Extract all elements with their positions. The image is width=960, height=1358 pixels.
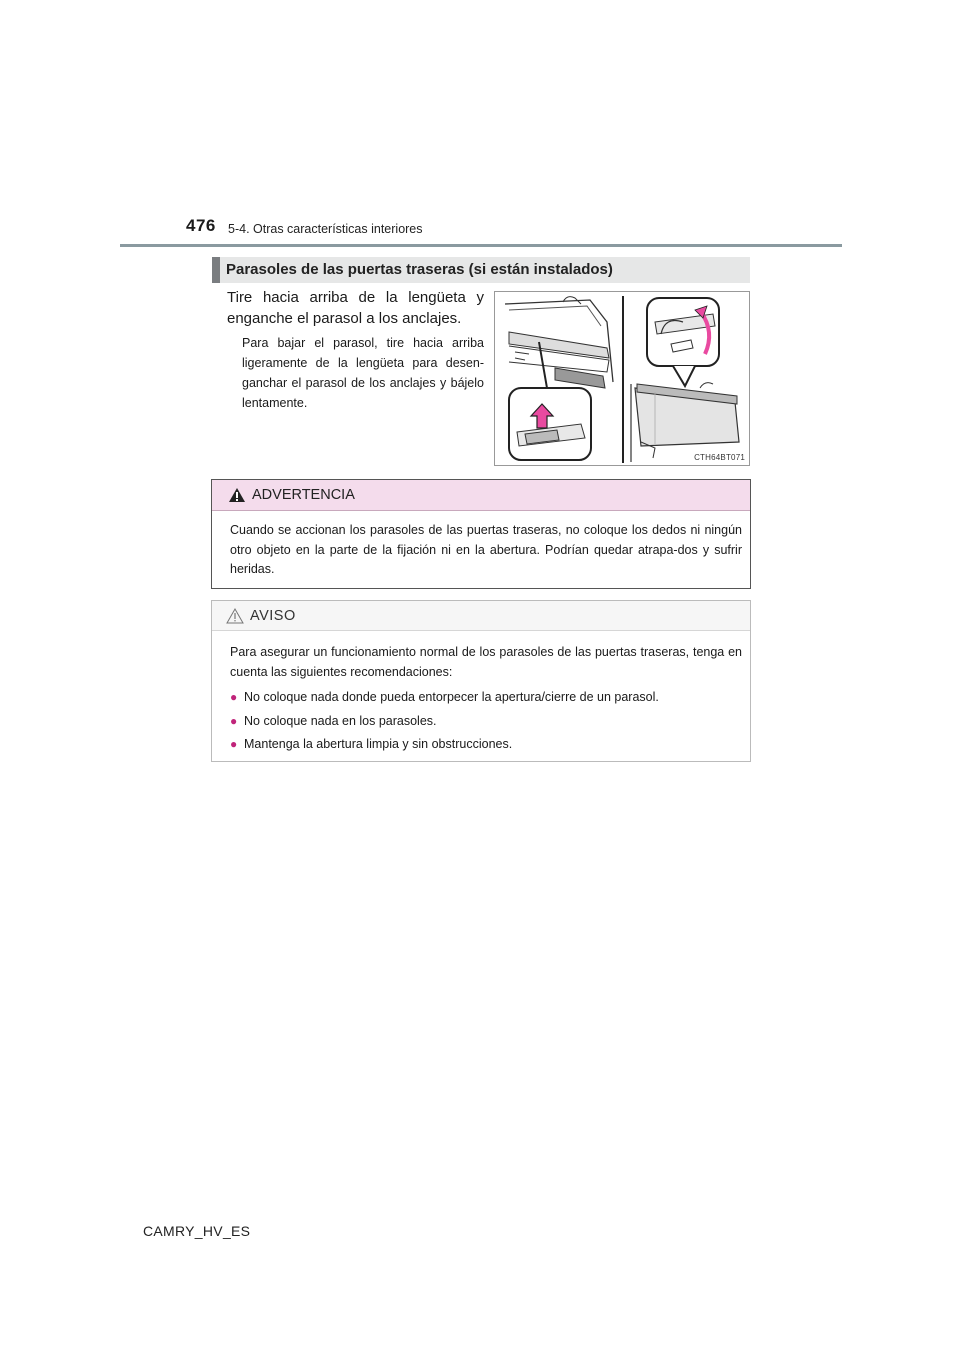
header-divider bbox=[120, 244, 842, 247]
caution-triangle-icon bbox=[226, 608, 244, 624]
bullet-dot-icon: ● bbox=[230, 713, 238, 728]
sunshade-drawing bbox=[495, 292, 751, 467]
model-code: CAMRY_HV_ES bbox=[143, 1223, 251, 1239]
instruction-subtext: Para bajar el parasol, tire hacia arriba ligeramente de la lengüeta para desen-ganchar el parasol de los anclajes y bájelo lentamente. bbox=[242, 336, 484, 410]
warning-text: Cuando se accionan los parasoles de las puertas traseras, no coloque los dedos ni ningún otro objeto en la parte de la fijación ni en la abertura. Podrían quedar atrapa-dos y sufrir heridas. bbox=[230, 523, 742, 576]
warning-box bbox=[211, 479, 751, 589]
warning-title: ADVERTENCIA bbox=[252, 487, 355, 503]
notice-header bbox=[212, 601, 750, 631]
section-heading: Parasoles de las puertas traseras (si están instalados) bbox=[212, 257, 750, 283]
notice-title: AVISO bbox=[250, 607, 296, 624]
warning-header bbox=[212, 480, 750, 511]
notice-item-text: No coloque nada donde pueda entorpecer la apertura/cierre de un parasol. bbox=[244, 690, 659, 704]
figure-code: CTH64BT071 bbox=[694, 453, 745, 462]
page-number: 476 bbox=[186, 216, 216, 235]
instruction-text: Tire hacia arriba de la lengüeta y enganche el parasol a los anclajes. bbox=[227, 289, 484, 327]
warning-triangle-icon bbox=[228, 487, 246, 503]
sunshade-illustration bbox=[494, 291, 750, 466]
notice-list-item bbox=[230, 712, 742, 732]
notice-box bbox=[211, 600, 751, 762]
notice-item-text: Mantenga la abertura limpia y sin obstrucciones. bbox=[244, 737, 513, 751]
bullet-dot-icon: ● bbox=[230, 690, 238, 704]
section-title: 5-4. Otras características interiores bbox=[228, 222, 423, 236]
notice-list-item bbox=[230, 735, 742, 755]
notice-list-item bbox=[230, 688, 742, 708]
notice-item-text: No coloque nada en los parasoles. bbox=[244, 713, 437, 728]
bullet-dot-icon: ● bbox=[230, 737, 238, 751]
notice-intro: Para asegurar un funcionamiento normal de los parasoles de las puertas traseras, tenga en cuenta las siguientes recomendaciones: bbox=[230, 645, 742, 679]
